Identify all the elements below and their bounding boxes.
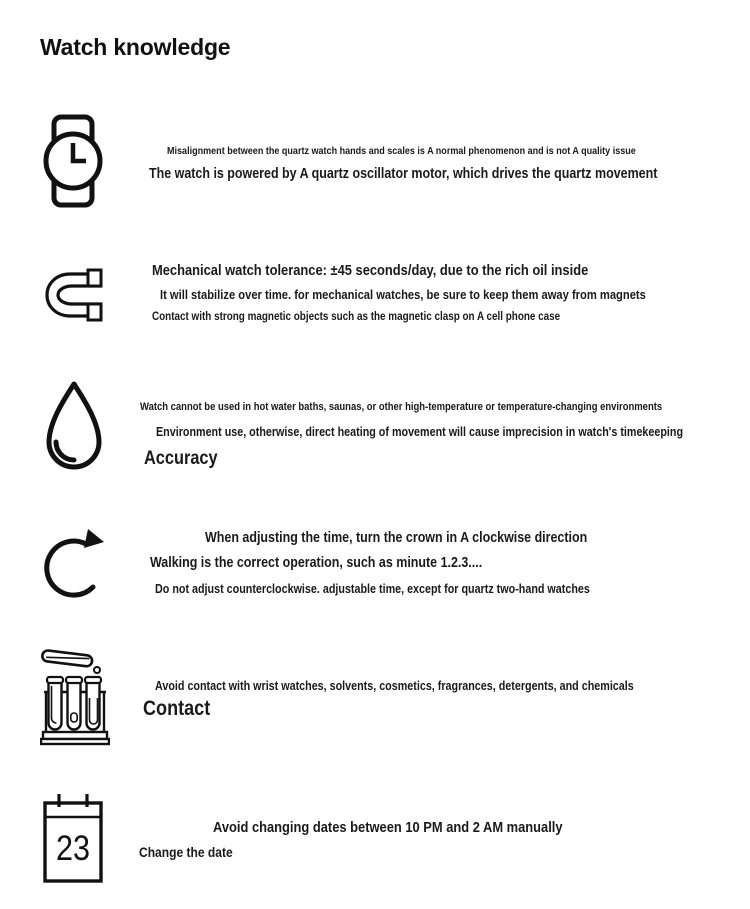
watch-icon	[42, 114, 104, 208]
note-line: Avoid changing dates between 10 PM and 2 AM manually	[213, 819, 563, 836]
note-line: Walking is the correct operation, such as minute 1.2.3....	[150, 555, 483, 571]
note-line: Environment use, otherwise, direct heating of movement will cause imprecision in watch's timekeeping	[156, 425, 684, 439]
calendar-icon	[42, 792, 104, 884]
note-line: When adjusting the time, turn the crown in A clockwise direction	[205, 530, 588, 546]
note-line: Do not adjust counterclockwise. adjustable time, except for quartz two-hand watches	[155, 582, 590, 596]
test-tubes-icon	[40, 648, 110, 746]
section-heading: Accuracy	[144, 448, 218, 469]
note-line: It will stabilize over time. for mechanical watches, be sure to keep them away from magnets	[160, 287, 646, 302]
clockwise-arrow-icon	[42, 526, 108, 606]
note-line: Watch cannot be used in hot water baths, saunas, or other high-temperature or temperature-changing environments	[140, 401, 663, 413]
note-line: Misalignment between the quartz watch hands and scales is A normal phenomenon and is not A quality issue	[167, 145, 636, 157]
section-heading: Change the date	[139, 844, 233, 860]
note-line: Mechanical watch tolerance: ±45 seconds/day, due to the rich oil inside	[152, 262, 589, 279]
water-drop-icon	[41, 379, 107, 477]
note-line: Avoid contact with wrist watches, solvents, cosmetics, fragrances, detergents, and chemicals	[155, 679, 634, 693]
note-line: The watch is powered by A quartz oscillator motor, which drives the quartz movement	[149, 166, 658, 182]
note-line: Contact with strong magnetic objects such as the magnetic clasp on A cell phone case	[152, 311, 561, 323]
magnet-icon	[43, 267, 105, 323]
calendar-day-number: 23	[56, 829, 90, 868]
page-title: Watch knowledge	[40, 34, 231, 60]
section-heading: Contact	[143, 697, 211, 720]
